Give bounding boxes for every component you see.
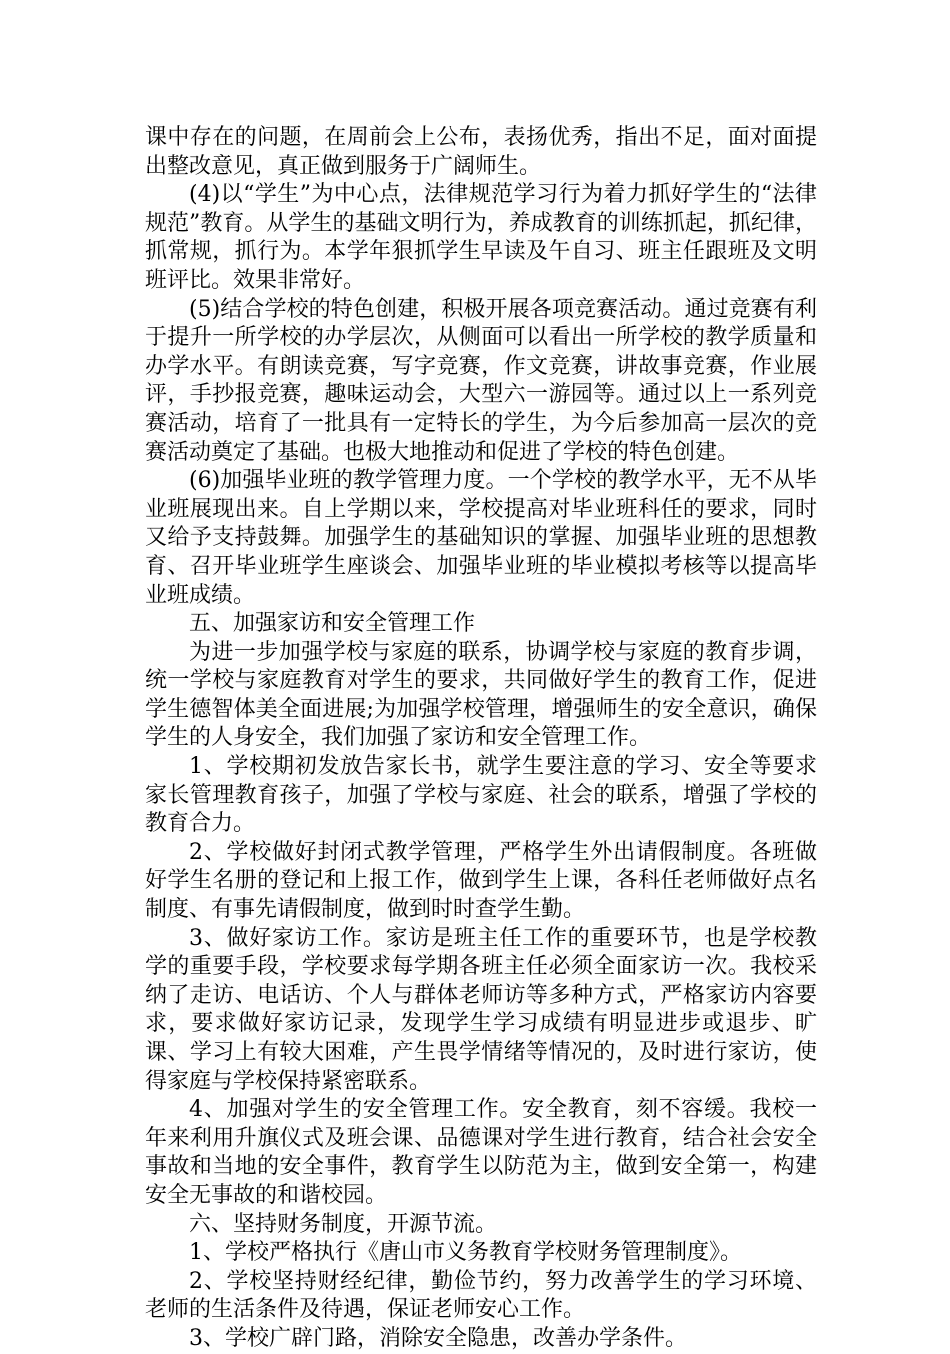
paragraph-section-6-item-3: 3、学校广辟门路，消除安全隐患，改善办学条件。: [189, 1325, 687, 1351]
section-heading-5: 五、加强家访和安全管理工作: [189, 611, 476, 637]
paragraph-section-6-item-2: 2、学校坚持财经纪律，勤俭节约，努力改善学生的学习环境、老师的生活条件及待遇，保证老师安心工作。: [145, 1268, 817, 1323]
paragraph-section-6-item-1: 1、学校严格执行《唐山市义务教育学校财务管理制度》。: [189, 1240, 742, 1266]
paragraph-item-4: (4)以“学生”为中心点，法律规范学习行为着力抓好学生的“法律规范”教育。从学生的基础文明行为，养成教育的训练抓起，抓纪律，抓常规，抓行为。本学年狠抓学生早读及午自习、班主任跟班及文明班评比。效果非常好。: [145, 182, 817, 293]
section-heading-6: 六、坚持财务制度，开源节流。: [189, 1211, 498, 1237]
paragraph-continuation: 课中存在的问题，在周前会上公布，表扬优秀，指出不足，面对面提出整改意见，真正做到服务于广阔师生。: [145, 125, 817, 179]
paragraph-item-5: (5)结合学校的特色创建，积极开展各项竞赛活动。通过竞赛有利于提升一所学校的办学层次，从侧面可以看出一所学校的教学质量和办学水平。有朗读竞赛，写字竞赛，作文竞赛，讲故事竞赛，作业展评，手抄报竞赛，趣味运动会，大型六一游园等。通过以上一系列竞赛活动，培育了一批具有一定特长的学生，为今后参加高一层次的竞赛活动奠定了基础。也极大地推动和促进了学校的特色创建。: [145, 296, 817, 465]
paragraph-section-5-item-4: 4、加强对学生的安全管理工作。安全教育，刻不容缓。我校一年来利用升旗仪式及班会课、品德课对学生进行教育，结合社会安全事故和当地的安全事件，教育学生以防范为主，做到安全第一，构建安全无事故的和谐校园。: [145, 1097, 817, 1208]
paragraph-section-5-item-2: 2、学校做好封闭式教学管理，严格学生外出请假制度。各班做好学生名册的登记和上报工作，做到学生上课，各科任老师做好点名制度、有事先请假制度，做到时时查学生勤。: [145, 839, 817, 923]
document-page: [145, 124, 817, 1354]
paragraph-section-5-intro: 为进一步加强学校与家庭的联系，协调学校与家庭的教育步调，统一学校与家庭教育对学生的要求，共同做好学生的教育工作，促进学生德智体美全面进展;为加强学校管理，增强师生的安全意识，确保学生的人身安全，我们加强了家访和安全管理工作。: [145, 639, 817, 751]
paragraph-item-6: (6)加强毕业班的教学管理力度。一个学校的教学水平，无不从毕业班展现出来。自上学期以来，学校提高对毕业班科任的要求，同时又给予支持鼓舞。加强学生的基础知识的掌握、加强毕业班的思想教育、召开毕业班学生座谈会、加强毕业班的毕业模拟考核等以提高毕业班成绩。: [145, 468, 817, 608]
paragraph-section-5-item-3: 3、做好家访工作。家访是班主任工作的重要环节，也是学校教学的重要手段，学校要求每学期各班主任必须全面家访一次。我校采纳了走访、电话访、个人与群体老师访等多种方式，严格家访内容要求，要求做好家访记录，发现学生学习成绩有明显进步或退步、旷课、学习上有较大困难，产生畏学情绪等情况的，及时进行家访，使得家庭与学校保持紧密联系。: [145, 925, 817, 1094]
paragraph-section-5-item-1: 1、学校期初发放告家长书，就学生要注意的学习、安全等要求家长管理教育孩子，加强了学校与家庭、社会的联系，增强了学校的教育合力。: [145, 754, 817, 837]
